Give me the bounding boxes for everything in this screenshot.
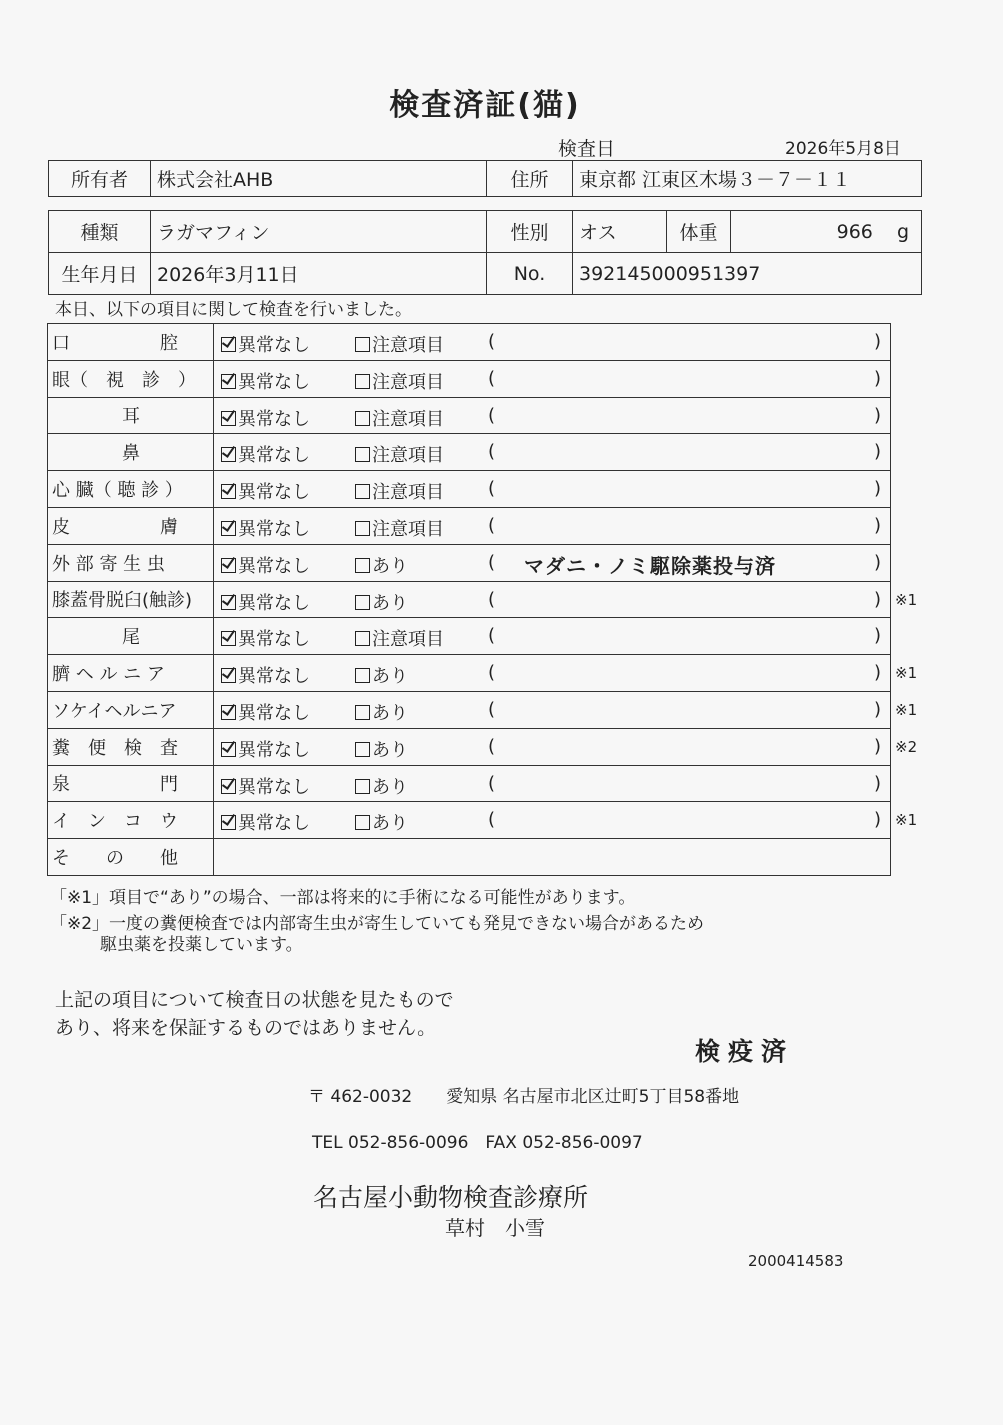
option-abnormal[interactable] <box>355 441 444 467</box>
option-normal-label: 異常なし <box>238 335 310 356</box>
no-value: 392145000951397 <box>573 253 922 295</box>
check-item-cell <box>48 434 214 471</box>
option-abnormal[interactable] <box>355 662 408 688</box>
animal-table <box>48 210 922 295</box>
checkbox-icon[interactable] <box>355 705 370 720</box>
option-normal-label: 異常なし <box>238 445 310 467</box>
check-row <box>48 544 891 581</box>
footnote-2-line1: 「※2」一度の糞便検査では内部寄生虫が寄生していても発見できない場合があるため <box>50 914 705 934</box>
checkbox-icon[interactable] <box>355 558 370 573</box>
veterinarian-name: 草村 小雪 <box>445 1216 545 1240</box>
check-result-cell <box>214 728 891 765</box>
exam-date-label: 検査日 <box>558 138 616 160</box>
option-abnormal[interactable] <box>355 773 408 799</box>
option-abnormal-label: 注意項目 <box>372 518 444 540</box>
check-item-cell <box>48 397 214 434</box>
check-item-label: 耳 <box>122 406 140 428</box>
check-result-cell <box>214 581 891 618</box>
no-label: No. <box>487 253 573 295</box>
option-normal-label: 異常なし <box>238 666 310 688</box>
option-abnormal-label: 注意項目 <box>372 408 444 430</box>
paren-open: ( <box>488 588 496 610</box>
option-abnormal-label: 注意項目 <box>372 629 444 651</box>
intro-text: 本日、以下の項目に関して検査を行いました。 <box>55 300 412 320</box>
paren-close: ) <box>874 551 882 573</box>
checked-box-icon[interactable] <box>221 595 236 610</box>
option-abnormal-label: 注意項目 <box>372 482 444 504</box>
check-item-label: 泉 門 <box>52 774 178 796</box>
option-normal-label: 異常なし <box>238 555 310 577</box>
check-row <box>48 434 891 471</box>
check-item-cell <box>48 544 214 581</box>
option-normal-label: 異常なし <box>238 371 310 393</box>
option-normal[interactable] <box>221 625 310 651</box>
paren-open: ( <box>488 772 496 794</box>
paren-open: ( <box>488 367 496 389</box>
check-result-cell <box>214 655 891 692</box>
option-normal-label: 異常なし <box>238 592 310 614</box>
checkbox-icon[interactable] <box>355 668 370 683</box>
checked-box-icon[interactable] <box>221 374 236 389</box>
paren-close: ) <box>874 662 882 684</box>
paren-open: ( <box>488 551 496 573</box>
check-item-label: 尾 <box>122 627 140 649</box>
check-item-label: 臍 ヘ ル ニ ア <box>52 664 165 686</box>
option-normal-label: 異常なし <box>238 482 310 504</box>
check-table <box>47 323 891 876</box>
check-item-label: 口 腔 <box>52 332 178 354</box>
paren-close: ) <box>874 478 882 500</box>
option-abnormal[interactable] <box>355 625 444 651</box>
check-comment: マダニ・ノミ駆除薬投与済 <box>524 553 776 578</box>
note-mark: ※1 <box>895 701 918 719</box>
quarantine-stamp: 検疫済 <box>695 1037 795 1066</box>
option-abnormal-label: あり <box>372 666 408 688</box>
check-item-label: 鼻 <box>122 443 140 465</box>
option-normal[interactable] <box>221 368 310 394</box>
checkbox-icon[interactable] <box>355 631 370 646</box>
option-normal[interactable] <box>221 699 310 725</box>
check-item-cell <box>48 839 214 876</box>
check-row <box>48 728 891 765</box>
disclaimer-text: 上記の項目について検査日の状態を見たものであり、将来を保証するものではありません。 <box>55 989 454 1039</box>
check-item-cell <box>48 691 214 728</box>
check-item-label: 膝蓋骨脱臼(触診) <box>52 590 193 612</box>
check-result-cell <box>214 360 891 397</box>
check-item-cell <box>48 618 214 655</box>
document-title: 検査済証(猫) <box>389 88 581 123</box>
check-result-cell <box>214 507 891 544</box>
checkbox-icon[interactable] <box>355 779 370 794</box>
paren-open: ( <box>488 404 496 426</box>
exam-date: 2026年5月8日 <box>785 139 901 159</box>
check-item-cell <box>48 655 214 692</box>
paren-close: ) <box>874 331 882 352</box>
checked-box-icon[interactable] <box>221 558 236 573</box>
option-normal[interactable] <box>221 589 310 615</box>
check-item-label: 眼（ 視 診 ） <box>52 369 196 391</box>
paren-open: ( <box>488 698 496 720</box>
check-row <box>48 324 891 361</box>
option-abnormal-label: あり <box>372 702 408 724</box>
paren-open: ( <box>488 625 496 647</box>
footnote-1: 「※1」項目で“あり”の場合、一部は将来的に手術になる可能性があります。 <box>50 888 636 908</box>
checked-box-icon[interactable] <box>221 668 236 683</box>
clinic-address: 〒 462-0032 愛知県 名古屋市北区辻町5丁目58番地 <box>308 1087 740 1107</box>
option-abnormal[interactable] <box>355 699 408 725</box>
checkbox-icon[interactable] <box>355 521 370 536</box>
checked-box-icon[interactable] <box>221 337 236 352</box>
checkbox-icon[interactable] <box>355 337 370 352</box>
option-abnormal-label: 注意項目 <box>372 371 444 393</box>
check-row <box>48 765 891 802</box>
checkbox-icon[interactable] <box>355 411 370 426</box>
paren-close: ) <box>874 514 882 536</box>
option-normal[interactable] <box>221 331 310 357</box>
sex-value: オス <box>573 211 667 253</box>
owner-label: 所有者 <box>49 161 151 197</box>
option-abnormal[interactable] <box>355 589 408 615</box>
paren-close: ) <box>874 367 882 389</box>
option-abnormal-label: あり <box>372 776 408 798</box>
paren-open: ( <box>488 809 496 831</box>
option-normal[interactable] <box>221 773 310 799</box>
option-abnormal[interactable] <box>355 405 444 431</box>
check-item-cell <box>48 507 214 544</box>
check-row <box>48 581 891 618</box>
weight-unit: g <box>896 220 909 243</box>
breed-value: ラガマフィン <box>151 211 487 253</box>
checked-box-icon[interactable] <box>221 631 236 646</box>
option-normal-label: 異常なし <box>238 813 310 835</box>
check-result-cell <box>214 765 891 802</box>
dob-value: 2026年3月11日 <box>151 253 487 295</box>
option-normal[interactable] <box>221 441 310 467</box>
paren-close: ) <box>874 772 882 794</box>
paren-open: ( <box>488 478 496 500</box>
sex-label: 性別 <box>487 211 573 253</box>
option-abnormal[interactable] <box>355 515 444 541</box>
option-normal-label: 異常なし <box>238 776 310 798</box>
check-result-cell <box>214 691 891 728</box>
check-item-label: 心 臓（ 聴 診 ） <box>52 480 183 502</box>
weight-cell <box>731 211 922 253</box>
check-result-cell <box>214 471 891 508</box>
checked-box-icon[interactable] <box>221 484 236 499</box>
paren-close: ) <box>874 588 882 610</box>
option-abnormal[interactable] <box>355 368 444 394</box>
checkbox-icon[interactable] <box>355 815 370 830</box>
checked-box-icon[interactable] <box>221 742 236 757</box>
option-normal-label: 異常なし <box>238 629 310 651</box>
paren-close: ) <box>874 404 882 426</box>
option-normal[interactable] <box>221 478 310 504</box>
paren-close: ) <box>874 441 882 463</box>
checkbox-icon[interactable] <box>355 595 370 610</box>
option-abnormal[interactable] <box>355 331 444 357</box>
check-row <box>48 802 891 839</box>
check-row <box>48 360 891 397</box>
check-row <box>48 471 891 508</box>
check-item-cell <box>48 360 214 397</box>
check-item-cell <box>48 471 214 508</box>
option-normal[interactable] <box>221 405 310 431</box>
check-result-cell <box>214 618 891 655</box>
note-mark: ※1 <box>895 811 918 830</box>
check-result-cell <box>214 397 891 434</box>
check-row <box>48 691 891 728</box>
check-item-label: イ ン コ ウ <box>52 811 178 833</box>
check-result-cell <box>214 434 891 471</box>
note-mark: ※2 <box>895 737 918 756</box>
owner-value: 株式会社AHB <box>151 161 487 197</box>
paren-close: ) <box>874 698 882 720</box>
paren-open: ( <box>488 441 496 463</box>
checked-box-icon[interactable] <box>221 705 236 720</box>
paren-open: ( <box>488 735 496 757</box>
option-normal[interactable] <box>221 515 310 541</box>
weight-label: 体重 <box>667 211 731 253</box>
check-row <box>48 397 891 434</box>
paren-close: ) <box>874 625 882 647</box>
checked-box-icon[interactable] <box>221 411 236 426</box>
owner-table <box>48 160 922 197</box>
paren-close: ) <box>874 809 882 831</box>
check-row <box>48 839 891 876</box>
check-row <box>48 507 891 544</box>
checkbox-icon[interactable] <box>355 374 370 389</box>
option-abnormal[interactable] <box>355 478 444 504</box>
option-normal-label: 異常なし <box>238 702 310 724</box>
check-item-label: ソケイヘルニア <box>52 700 177 722</box>
option-normal-label: 異常なし <box>238 518 310 540</box>
option-abnormal[interactable] <box>355 809 408 835</box>
option-abnormal-label: あり <box>372 555 408 577</box>
option-normal-label: 異常なし <box>238 408 310 430</box>
option-abnormal-label: あり <box>372 739 408 761</box>
checkbox-icon[interactable] <box>355 742 370 757</box>
clinic-name: 名古屋小動物検査診療所 <box>313 1183 589 1212</box>
check-item-cell <box>48 802 214 839</box>
address-value: 東京都 江東区木場３－７－１１ <box>573 161 922 197</box>
checked-box-icon[interactable] <box>221 447 236 462</box>
address-label: 住所 <box>487 161 573 197</box>
checkbox-icon[interactable] <box>355 447 370 462</box>
option-abnormal[interactable] <box>355 552 408 578</box>
checked-box-icon[interactable] <box>221 815 236 830</box>
option-normal[interactable] <box>221 662 310 688</box>
checked-box-icon[interactable] <box>221 779 236 794</box>
checked-box-icon[interactable] <box>221 521 236 536</box>
check-result-cell <box>214 544 891 581</box>
option-normal[interactable] <box>221 552 310 578</box>
weight-value: 966 <box>836 220 873 243</box>
check-result-cell <box>214 839 891 876</box>
check-item-cell <box>48 324 214 361</box>
note-mark: ※1 <box>895 664 918 683</box>
option-abnormal[interactable] <box>355 736 408 762</box>
check-result-cell <box>214 324 891 361</box>
check-item-label: 皮 膚 <box>52 516 178 538</box>
checkbox-icon[interactable] <box>355 484 370 499</box>
option-normal-label: 異常なし <box>238 739 310 761</box>
option-abnormal-label: あり <box>372 592 408 614</box>
paren-close: ) <box>874 735 882 757</box>
breed-label: 種類 <box>49 211 151 253</box>
check-item-cell <box>48 581 214 618</box>
footnote-2-line2: 駆虫薬を投薬しています。 <box>100 935 303 955</box>
check-row <box>48 655 891 692</box>
check-row <box>48 618 891 655</box>
option-abnormal-label: 注意項目 <box>372 335 444 356</box>
note-mark: ※1 <box>895 590 918 609</box>
option-normal[interactable] <box>221 736 310 762</box>
check-item-cell <box>48 728 214 765</box>
paren-open: ( <box>488 331 496 352</box>
check-item-label: そ の 他 <box>52 848 178 870</box>
serial-number: 2000414583 <box>748 1252 844 1270</box>
check-item-cell <box>48 765 214 802</box>
paren-open: ( <box>488 514 496 536</box>
check-result-cell <box>214 802 891 839</box>
dob-label: 生年月日 <box>49 253 151 295</box>
clinic-phone: TEL 052-856-0096 FAX 052-856-0097 <box>312 1133 643 1153</box>
paren-open: ( <box>488 662 496 684</box>
option-normal[interactable] <box>221 809 310 835</box>
option-abnormal-label: あり <box>372 813 408 835</box>
check-item-label: 糞 便 検 査 <box>52 737 178 759</box>
option-abnormal-label: 注意項目 <box>372 445 444 467</box>
check-item-label: 外 部 寄 生 虫 <box>52 553 165 575</box>
